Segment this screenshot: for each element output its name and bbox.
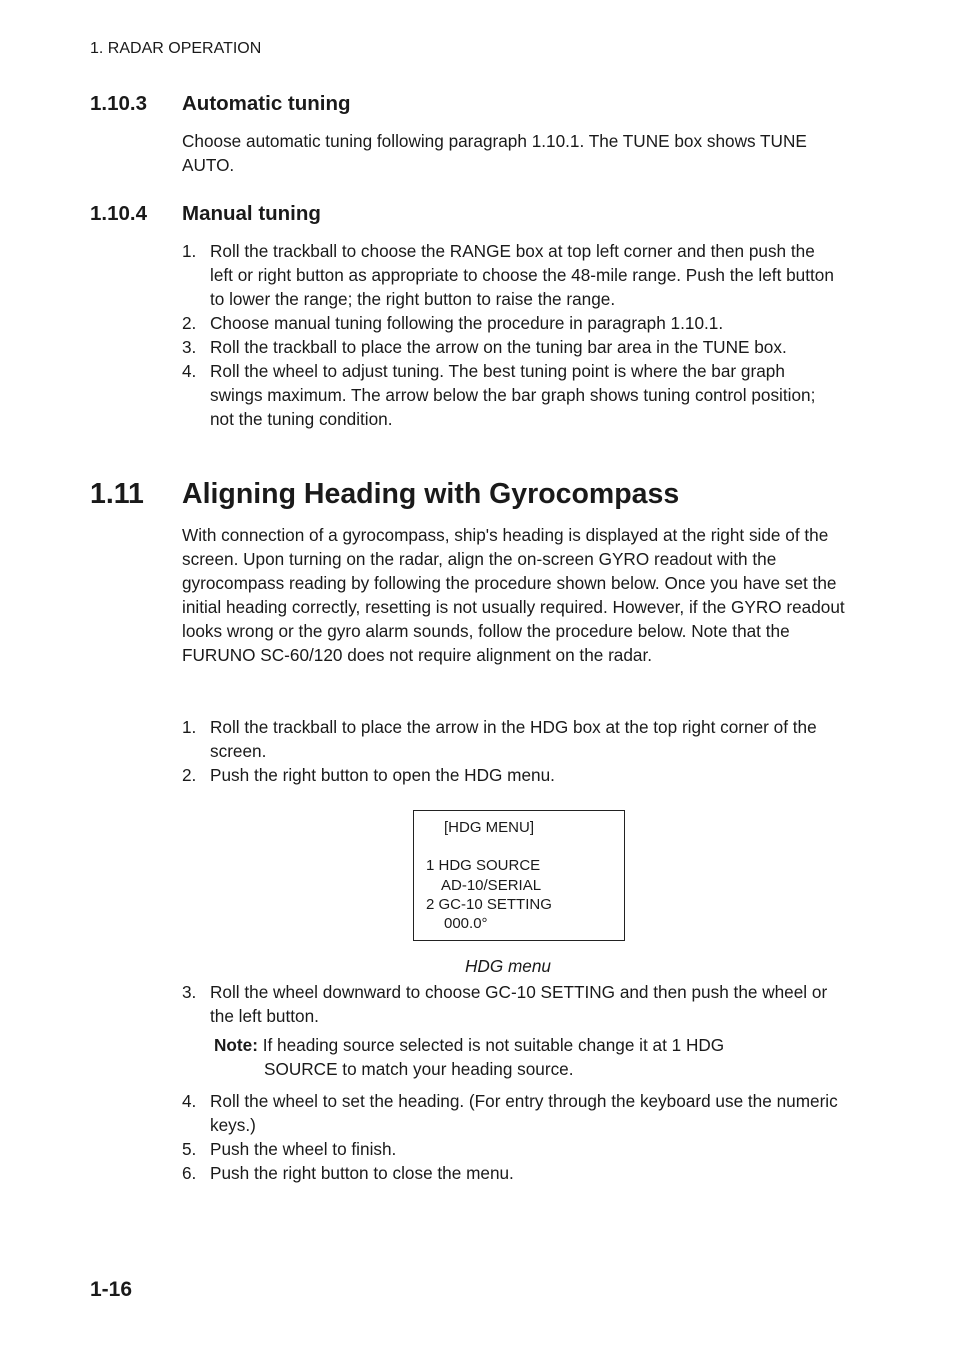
manual-tuning-steps: [182, 239, 842, 431]
note: [214, 1033, 794, 1081]
step-number: 2.: [182, 313, 197, 333]
step-text: Push the right button to open the HDG menu.: [210, 765, 555, 785]
menu-item-hdg-source: 1 HDG SOURCE: [426, 857, 541, 874]
step-text: Roll the trackball to place the arrow on the tuning bar area in the TUNE box.: [210, 337, 787, 357]
menu-item-hdg-source-value: AD-10/SERIAL: [441, 877, 542, 894]
gyrocompass-steps-c: [182, 1089, 842, 1185]
list-item: [182, 980, 842, 1028]
list-item: [182, 715, 842, 763]
menu-title: [HDG MENU]: [444, 819, 534, 836]
note-label: Note:: [214, 1035, 258, 1055]
note-text-line2: SOURCE to match your heading source.: [264, 1059, 574, 1079]
step-number: 2.: [182, 765, 197, 785]
figure-caption: HDG menu: [465, 956, 551, 976]
step-number: 3.: [182, 337, 197, 357]
step-number: 6.: [182, 1163, 197, 1183]
step-text: Push the wheel to finish.: [210, 1139, 397, 1159]
section-number: 1.10.4: [90, 202, 147, 225]
step-text: Choose manual tuning following the procedure in paragraph 1.10.1.: [210, 313, 724, 333]
list-item: [182, 763, 842, 787]
list-item: [182, 335, 842, 359]
step-text: Roll the wheel to adjust tuning. The best tuning point is where the bar graph swings maximum. The arrow below the bar graph shows tuning control position; not the tuning condition.: [210, 361, 816, 429]
step-text: Roll the trackball to choose the RANGE box at top left corner and then push the left or right button as appropriate to choose the 48-mile range. Push the left button to lower the range; the right button to raise the range.: [210, 241, 834, 309]
list-item: [182, 1161, 842, 1185]
section-title: Automatic tuning: [182, 92, 351, 115]
section-number: 1.11: [90, 478, 144, 510]
step-text: Roll the wheel downward to choose GC-10 SETTING and then push the wheel or the left button.: [210, 982, 828, 1026]
gyrocompass-intro: With connection of a gyrocompass, ship's heading is displayed at the right side of the screen. Upon turning on the radar, align the on-screen GYRO readout with the gyrocompass reading by following the procedure shown below. Once you have set the initial heading correctly, resetting is not usually required. However, if the GYRO readout looks wrong or the gyro alarm sounds, follow the procedure below. Note that the FURUNO SC-60/120 does not require alignment on the radar.: [182, 525, 845, 665]
menu-item-gc10-setting: 2 GC-10 SETTING: [426, 896, 552, 913]
automatic-tuning-body: Choose automatic tuning following paragraph 1.10.1. The TUNE box shows TUNE AUTO.: [182, 131, 807, 175]
step-number: 4.: [182, 361, 197, 381]
step-number: 1.: [182, 717, 197, 737]
menu-item-gc10-setting-value: 000.0°: [444, 915, 488, 932]
section-title: Manual tuning: [182, 202, 321, 225]
gyrocompass-steps-a: [182, 715, 842, 787]
section-title: Aligning Heading with Gyrocompass: [182, 478, 680, 510]
section-number: 1.10.3: [90, 92, 147, 115]
step-text: Roll the wheel to set the heading. (For entry through the keyboard use the numeric keys.): [210, 1091, 838, 1135]
step-number: 3.: [182, 982, 197, 1002]
list-item: [182, 311, 842, 335]
step-text: Roll the trackball to place the arrow in the HDG box at the top right corner of the screen.: [210, 717, 817, 761]
step-number: 1.: [182, 241, 197, 261]
list-item: [182, 1137, 842, 1161]
list-item: [182, 239, 842, 311]
note-text-line1: If heading source selected is not suitable change it at 1 HDG: [262, 1035, 725, 1055]
gyrocompass-steps-b: [182, 980, 842, 1028]
page-number: 1-16: [90, 1278, 133, 1301]
list-item: [182, 1089, 842, 1137]
list-item: [182, 359, 842, 431]
step-number: 5.: [182, 1139, 197, 1159]
running-head: 1. RADAR OPERATION: [90, 40, 262, 57]
step-text: Push the right button to close the menu.: [210, 1163, 514, 1183]
step-number: 4.: [182, 1091, 197, 1111]
hdg-menu-figure: [413, 810, 625, 941]
